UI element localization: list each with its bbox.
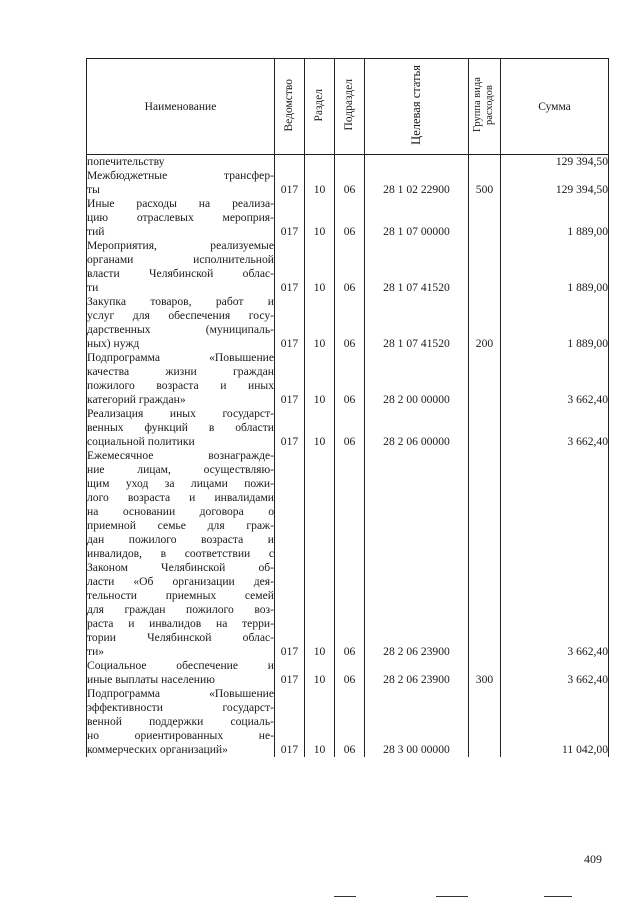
item-name-line: ласти «Об организации дея- xyxy=(87,575,274,588)
expense-group-cell xyxy=(469,687,501,757)
item-name-line: на основании договора о xyxy=(87,505,274,518)
item-name-cell xyxy=(87,687,275,757)
target-article-cell: 28 1 07 41520 xyxy=(365,239,469,295)
item-name-cell xyxy=(87,155,275,170)
subsection-cell: 06 xyxy=(335,197,365,239)
item-name-line: тории Челябинской облас- xyxy=(87,631,274,644)
item-name-line: Законом Челябинской об- xyxy=(87,561,274,574)
target-article-cell: 28 2 06 23900 xyxy=(365,449,469,659)
amount-cell: 1 889,00 xyxy=(501,197,609,239)
target-article-cell xyxy=(365,155,469,170)
item-name-line: социальной политики xyxy=(87,435,195,448)
scan-mark xyxy=(436,896,468,897)
amount-cell: 3 662,40 xyxy=(501,407,609,449)
header-target-article: Целевая статья xyxy=(365,59,469,155)
expense-group-cell xyxy=(469,407,501,449)
section-cell: 10 xyxy=(305,197,335,239)
item-name-line: для граждан пожилого воз- xyxy=(87,603,274,616)
section-cell: 10 xyxy=(305,687,335,757)
item-name-line: раста и инвалидов на терри- xyxy=(87,617,274,630)
item-name-cell xyxy=(87,407,275,449)
ministry-cell: 017 xyxy=(275,197,305,239)
item-name-line: дарственных (муниципаль- xyxy=(87,323,274,336)
target-article-cell: 28 2 06 00000 xyxy=(365,407,469,449)
section-cell: 10 xyxy=(305,295,335,351)
subsection-cell: 06 xyxy=(335,687,365,757)
item-name-line: иные выплаты населению xyxy=(87,673,215,686)
item-name-line: цию отраслевых мероприя- xyxy=(87,211,274,224)
item-name-line: венной поддержки социаль- xyxy=(87,715,274,728)
item-name-line: Социальное обеспечение и xyxy=(87,659,274,672)
item-name-line: Ежемесячное вознагражде- xyxy=(87,449,274,462)
table-header-row xyxy=(87,59,609,155)
item-name-line: услуг для обеспечения госу- xyxy=(87,309,274,322)
target-article-cell: 28 2 06 23900 xyxy=(365,659,469,687)
item-name-line: Межбюджетные трансфер- xyxy=(87,169,274,182)
item-name-line: ние лицам, осуществляю- xyxy=(87,463,274,476)
subsection-cell: 06 xyxy=(335,351,365,407)
page-number: 409 xyxy=(584,852,602,866)
item-name-line: ти xyxy=(87,281,99,294)
item-name-line: приемной семье для граж- xyxy=(87,519,274,532)
item-name-cell xyxy=(87,449,275,659)
expense-group-cell xyxy=(469,197,501,239)
target-article-cell: 28 3 00 00000 xyxy=(365,687,469,757)
item-name-line: качества жизни граждан xyxy=(87,365,274,378)
header-expense-group: Группа вида расходов xyxy=(469,59,501,155)
table-row xyxy=(87,659,609,687)
amount-cell: 3 662,40 xyxy=(501,449,609,659)
item-name-line: Иные расходы на реализа- xyxy=(87,197,274,210)
item-name-line: Подпрограмма «Повышение xyxy=(87,351,274,364)
expense-group-cell xyxy=(469,351,501,407)
target-article-cell: 28 1 07 00000 xyxy=(365,197,469,239)
item-name-line: дан пожилого возраста и xyxy=(87,533,274,546)
section-cell: 10 xyxy=(305,169,335,197)
table-row xyxy=(87,449,609,659)
item-name-line: пожилого возраста и иных xyxy=(87,379,274,392)
subsection-cell: 06 xyxy=(335,407,365,449)
section-cell: 10 xyxy=(305,407,335,449)
scan-mark xyxy=(334,896,356,897)
table-row xyxy=(87,197,609,239)
item-name-line: ных) нужд xyxy=(87,337,140,350)
item-name-line: Реализация иных государст- xyxy=(87,407,274,420)
table-row xyxy=(87,295,609,351)
subsection-cell xyxy=(335,155,365,170)
item-name-cell xyxy=(87,197,275,239)
header-amount: Сумма xyxy=(501,59,609,155)
table-row xyxy=(87,351,609,407)
item-name-line: ты xyxy=(87,183,100,196)
expense-group-cell: 200 xyxy=(469,295,501,351)
item-name-line: лого возраста и инвалидами xyxy=(87,491,274,504)
expense-group-cell: 300 xyxy=(469,659,501,687)
section-cell: 10 xyxy=(305,449,335,659)
amount-cell: 1 889,00 xyxy=(501,295,609,351)
ministry-cell: 017 xyxy=(275,449,305,659)
item-name-line: эффективности государст- xyxy=(87,701,274,714)
item-name-line: щим уход за лицами пожи- xyxy=(87,477,274,490)
scan-mark xyxy=(544,896,572,897)
expense-group-cell: 500 xyxy=(469,169,501,197)
item-name-line: тий xyxy=(87,225,105,238)
item-name-line: инвалидов, в соответствии с xyxy=(87,547,274,560)
table-row xyxy=(87,407,609,449)
item-name-cell xyxy=(87,351,275,407)
section-cell xyxy=(305,155,335,170)
ministry-cell: 017 xyxy=(275,239,305,295)
ministry-cell: 017 xyxy=(275,687,305,757)
amount-cell: 129 394,50 xyxy=(501,169,609,197)
amount-cell: 1 889,00 xyxy=(501,239,609,295)
item-name-line: Мероприятия, реализуемые xyxy=(87,239,274,252)
section-cell: 10 xyxy=(305,351,335,407)
item-name-line: Закупка товаров, работ и xyxy=(87,295,274,308)
ministry-cell: 017 xyxy=(275,169,305,197)
ministry-cell: 017 xyxy=(275,295,305,351)
item-name-line: венных функций в области xyxy=(87,421,274,434)
budget-table xyxy=(86,58,609,757)
amount-cell: 3 662,40 xyxy=(501,351,609,407)
table-row xyxy=(87,155,609,170)
amount-cell: 11 042,00 xyxy=(501,687,609,757)
table-row xyxy=(87,239,609,295)
section-cell: 10 xyxy=(305,239,335,295)
item-name-cell xyxy=(87,659,275,687)
ministry-cell: 017 xyxy=(275,407,305,449)
item-name-line: коммерческих организаций» xyxy=(87,743,228,756)
table-row xyxy=(87,687,609,757)
item-name-line: но ориентированных не- xyxy=(87,729,274,742)
ministry-cell xyxy=(275,155,305,170)
ministry-cell: 017 xyxy=(275,351,305,407)
header-ministry: Ведомство xyxy=(275,59,305,155)
item-name-line: попечительству xyxy=(87,155,165,168)
subsection-cell: 06 xyxy=(335,295,365,351)
item-name-line: органами исполнительной xyxy=(87,253,274,266)
expense-group-cell xyxy=(469,449,501,659)
item-name-line: ти» xyxy=(87,645,105,658)
header-name: Наименование xyxy=(87,59,275,155)
header-section: Раздел xyxy=(305,59,335,155)
expense-group-cell xyxy=(469,239,501,295)
item-name-line: категорий граждан» xyxy=(87,393,186,406)
subsection-cell: 06 xyxy=(335,239,365,295)
expense-group-cell xyxy=(469,155,501,170)
amount-cell: 3 662,40 xyxy=(501,659,609,687)
target-article-cell: 28 1 07 41520 xyxy=(365,295,469,351)
ministry-cell: 017 xyxy=(275,659,305,687)
subsection-cell: 06 xyxy=(335,659,365,687)
header-subsection: Подраздел xyxy=(335,59,365,155)
target-article-cell: 28 1 02 22900 xyxy=(365,169,469,197)
subsection-cell: 06 xyxy=(335,449,365,659)
item-name-cell xyxy=(87,239,275,295)
item-name-cell xyxy=(87,295,275,351)
item-name-line: власти Челябинской облас- xyxy=(87,267,274,280)
item-name-line: Подпрограмма «Повышение xyxy=(87,687,274,700)
item-name-cell xyxy=(87,169,275,197)
section-cell: 10 xyxy=(305,659,335,687)
item-name-line: тельности приемных семей xyxy=(87,589,274,602)
target-article-cell: 28 2 00 00000 xyxy=(365,351,469,407)
amount-cell: 129 394,50 xyxy=(501,155,609,170)
table-row xyxy=(87,169,609,197)
subsection-cell: 06 xyxy=(335,169,365,197)
